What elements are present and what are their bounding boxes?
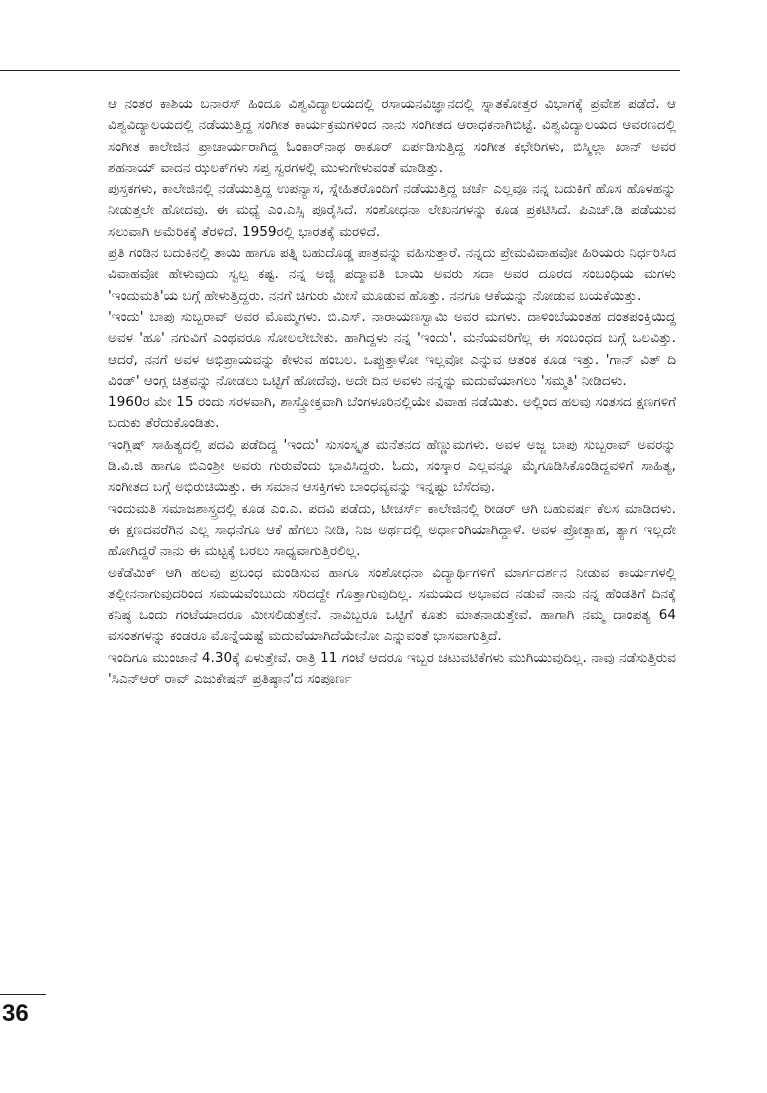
paragraph-8: ಅಕೆಡೆಮಿಕ್ ಆಗಿ ಹಲವು ಪ್ರಬಂಧ ಮಂಡಿಸುವ ಹಾಗೂ ಸಂಶೋಧನಾ ವಿದ್ಯಾರ್ಥಿಗಳಿಗೆ ಮಾರ್ಗದರ್ಶನ ನೀಡುವ ಕಾರ್ಯಗಳಲ್ಲಿ ತಲ್ಲೀನನಾಗುವುದರಿಂದ ಸಮಯವೆಂಬುದು ಸರಿದದ್ದೇ ಗೊತ್ತಾಗುವುದಿಲ್ಲ. ಸಮಯದ ಅಭಾವದ ನಡುವೆ ನಾನು ನನ್ನ ಹೆಂಡತಿಗೆ ದಿನಕ್ಕೆ ಕನಿಷ್ಠ ಒಂದು ಗಂಟೆಯಾದರೂ ಮೀಸಲಿಡುತ್ತೇನೆ. ನಾವಿಬ್ಬರೂ ಒಟ್ಟಿಗೆ ಕೂತು ಮಾತನಾಡುತ್ತೇವೆ. ಹಾಗಾಗಿ ನಮ್ಮ ದಾಂಪತ್ಯ 64 ವಸಂತಗಳನ್ನು ಕಂಡರೂ ಮೊನ್ನೆಯಷ್ಟೆ ಮದುವೆಯಾಗಿದೆಯೇನೋ ಎನ್ನುವಂತೆ ಭಾಸವಾಗುತ್ತಿದೆ. — [108, 564, 676, 645]
page-number-rule — [0, 994, 46, 995]
paragraph-5: 1960ರ ಮೇ 15 ರಂದು ಸರಳವಾಗಿ, ಶಾಸ್ತ್ರೋಕ್ತವಾಗಿ ಬೆಂಗಳೂರಿನಲ್ಲಿಯೇ ವಿವಾಹ ನಡೆಯಿತು. ಅಲ್ಲಿಂದ ಹಲವು ಸಂತಸದ ಕ್ಷಣಗಳಿಗೆ ಬದುಕು ತೆರೆದುಕೊಂಡಿತು. — [108, 394, 676, 432]
paragraph-7: ಇಂದುಮತಿ ಸಮಾಜಶಾಸ್ತ್ರದಲ್ಲಿ ಕೂಡ ಎಂ.ಎ. ಪದವಿ ಪಡೆದು, ಟೀಚರ್ಸ್ ಕಾಲೇಜಿನಲ್ಲಿ ರೀಡರ್ ಆಗಿ ಬಹುವರ್ಷ ಕೆಲಸ ಮಾಡಿದಳು. ಈ ಕ್ಷಣದವರೆಗಿನ ಎಲ್ಲ ಸಾಧನೆಗೂ ಆಕೆ ಹೆಗಲು ನೀಡಿ, ನಿಜ ಅರ್ಥದಲ್ಲಿ ಅರ್ಧಾಂಗಿಯಾಗಿದ್ದಾಳೆ. ಅವಳ ಪ್ರೋತ್ಸಾಹ, ತ್ಯಾಗ ಇಲ್ಲದೇ ಹೋಗಿದ್ದರೆ ನಾನು ಈ ಮಟ್ಟಕ್ಕೆ ಬರಲು ಸಾಧ್ಯವಾಗುತ್ತಿರಲಿಲ್ಲ. — [108, 500, 676, 560]
paragraph-4: 'ಇಂದು' ಬಾಪು ಸುಬ್ಬರಾವ್ ಅವರ ಮೊಮ್ಮಗಳು. ಬಿ.ಎಸ್. ನಾರಾಯಣಸ್ವಾಮಿ ಅವರ ಮಗಳು. ದಾಳಿಂಬೆಯಂತಹ ದಂತಪಂಕ್ತಿಯಿದ್ದ ಅವಳ 'ಹೂ' ನಗುವಿಗೆ ಎಂಥವರೂ ಸೋಲಲೇಬೇಕು. ಹಾಗಿದ್ದಳು ನನ್ನ 'ಇಂದು'. ಮನೆಯವರಿಗೆಲ್ಲ ಈ ಸಂಬಂಧದ ಬಗ್ಗೆ ಒಲವಿತ್ತು. ಆದರೆ, ನನಗೆ ಅವಳ ಅಭಿಪ್ರಾಯವನ್ನು ಕೇಳುವ ಹಂಬಲ. ಒಪ್ಪುತ್ತಾಳೋ ಇಲ್ಲವೋ ಎನ್ನುವ ಆತಂಕ ಕೂಡ ಇತ್ತು. 'ಗಾನ್ ವಿತ್ ದಿ ವಿಂಡ್' ಆಂಗ್ಲ ಚಿತ್ರವನ್ನು ನೋಡಲು ಒಟ್ಟಿಗೆ ಹೋದೆವು. ಅದೇ ದಿನ ಅವಳು ನನ್ನನ್ನು ಮದುವೆಯಾಗಲು 'ಸಮ್ಮತಿ' ನೀಡಿದಳು. — [108, 308, 676, 389]
paragraph-3: ಪ್ರತಿ ಗಂಡಿನ ಬದುಕಿನಲ್ಲಿ ತಾಯಿ ಹಾಗೂ ಪತ್ನಿ ಬಹುದೊಡ್ಡ ಪಾತ್ರವನ್ನು ವಹಿಸುತ್ತಾರೆ. ನನ್ನದು ಪ್ರೇಮವಿವಾಹವೋ ಹಿರಿಯರು ನಿರ್ಧರಿಸಿದ ವಿವಾಹವೋ ಹೇಳುವುದು ಸ್ವಲ್ಪ ಕಷ್ಟ. ನನ್ನ ಅಜ್ಜಿ ಪದ್ಮಾವತಿ ಬಾಯಿ ಅವರು ಸದಾ ಅವರ ದೂರದ ಸಂಬಂಧಿಯ ಮಗಳು 'ಇಂದುಮತಿ'ಯ ಬಗ್ಗೆ ಹೇಳುತ್ತಿದ್ದರು. ನನಗೆ ಚಿಗುರು ಮೀಸೆ ಮೂಡುವ ಹೊತ್ತು. ನನಗೂ ಆಕೆಯನ್ನು ನೋಡುವ ಬಯಕೆಯಿತ್ತು. — [108, 245, 676, 304]
paragraph-2: ಪುಸ್ತಕಗಳು, ಕಾಲೇಜಿನಲ್ಲಿ ನಡೆಯುತ್ತಿದ್ದ ಉಪನ್ಯಾಸ, ಸ್ನೇಹಿತರೊಂದಿಗೆ ನಡೆಯುತ್ತಿದ್ದ ಚರ್ಚೆ ಎಲ್ಲವೂ ನನ್ನ ಬದುಕಿಗೆ ಹೊಸ ಹೊಳಹನ್ನು ನೀಡುತ್ತಲೇ ಹೋದವು. ಈ ಮಧ್ಯೆ ಎಂ.ಎಸ್ಸಿ ಪೂರೈಸಿದೆ. ಸಂಶೋಧನಾ ಲೇಖನಗಳನ್ನು ಕೂಡ ಪ್ರಕಟಿಸಿದೆ. ಪಿಎಚ್.ಡಿ ಪಡೆಯುವ ಸಲುವಾಗಿ ಅಮೆರಿಕಕ್ಕೆ ತೆರಳಿದೆ. 1959ರಲ್ಲಿ ಭಾರತಕ್ಕೆ ಮರಳಿದೆ. — [108, 181, 676, 240]
paragraph-6: ಇಂಗ್ಲಿಷ್ ಸಾಹಿತ್ಯದಲ್ಲಿ ಪದವಿ ಪಡೆದಿದ್ದ 'ಇಂದು' ಸುಸಂಸ್ಕೃತ ಮನೆತನದ ಹೆಣ್ಣುಮಗಳು. ಅವಳ ಅಜ್ಜ ಬಾಪು ಸುಬ್ಬರಾವ್ ಅವರನ್ನು ಡಿ.ವಿ.ಜಿ ಹಾಗೂ ಬಿಎಂಶ್ರೀ ಅವರು ಗುರುವೆಂದು ಭಾವಿಸಿದ್ದರು. ಓದು, ಸಂಸ್ಕಾರ ಎಲ್ಲವನ್ನೂ ಮೈಗೂಡಿಸಿಕೊಂಡಿದ್ದವಳಿಗೆ ಸಾಹಿತ್ಯ, ಸಂಗೀತದ ಬಗ್ಗೆ ಅಭಿರುಚಿಯಿತ್ತು. ಈ ಸಮಾನ ಆಸಕ್ತಿಗಳು ಬಾಂಧವ್ಯವನ್ನು ಇನ್ನಷ್ಟು ಬೆಸೆದವು. — [108, 436, 676, 496]
page-body — [108, 94, 676, 690]
top-rule — [0, 70, 680, 71]
paragraph-1: ಆ ನಂತರ ಕಾಶಿಯ ಬನಾರಸ್ ಹಿಂದೂ ವಿಶ್ವವಿದ್ಯಾಲಯದಲ್ಲಿ ರಸಾಯನವಿಜ್ಞಾನದಲ್ಲಿ ಸ್ನಾತಕೋತ್ತರ ವಿಭಾಗಕ್ಕೆ ಪ್ರವೇಶ ಪಡೆದೆ. ಆ ವಿಶ್ವವಿದ್ಯಾಲಯದಲ್ಲಿ ನಡೆಯುತ್ತಿದ್ದ ಸಂಗೀತ ಕಾರ್ಯಕ್ರಮಗಳಿಂದ ನಾನು ಸಂಗೀತದ ಆರಾಧಕನಾಗಿಬಿಟ್ಟೆ. ವಿಶ್ವವಿದ್ಯಾಲಯದ ಆವರಣದಲ್ಲಿ ಸಂಗೀತ ಕಾಲೇಜಿನ ಪ್ರಾಚಾರ್ಯರಾಗಿದ್ದ ಓಂಕಾರ್‌ನಾಥ ಠಾಕೂರ್ ಏರ್ಪಡಿಸುತ್ತಿದ್ದ ಸಂಗೀತ ಕಛೇರಿಗಳು, ಬಿಸ್ಮಿಲ್ಲಾ ಖಾನ್ ಅವರ ಶಹನಾಯ್ ವಾದನ ಝಲಕ್‌ಗಳು ಸಪ್ತ ಸ್ವರಗಳಲ್ಲಿ ಮುಳುಗೇಳುವಂತೆ ಮಾಡಿತ್ತು. — [108, 96, 676, 176]
paragraph-9: ಇಂದಿಗೂ ಮುಂಜಾನೆ 4.30ಕ್ಕೆ ಏಳುತ್ತೇವೆ. ರಾತ್ರಿ 11 ಗಂಟೆ ಆದರೂ ಇಬ್ಬರ ಚಟುವಟಿಕೆಗಳು ಮುಗಿಯುವುದಿಲ್ಲ. ನಾವು ನಡೆಸುತ್ತಿರುವ 'ಸಿಎನ್‌ಆರ್ ರಾವ್ ಎಜುಕೇಷನ್ ಪ್ರತಿಷ್ಠಾನ'ದ ಸಂಪೂರ್ಣ — [108, 649, 676, 688]
page-number: 36 — [2, 1000, 29, 1027]
